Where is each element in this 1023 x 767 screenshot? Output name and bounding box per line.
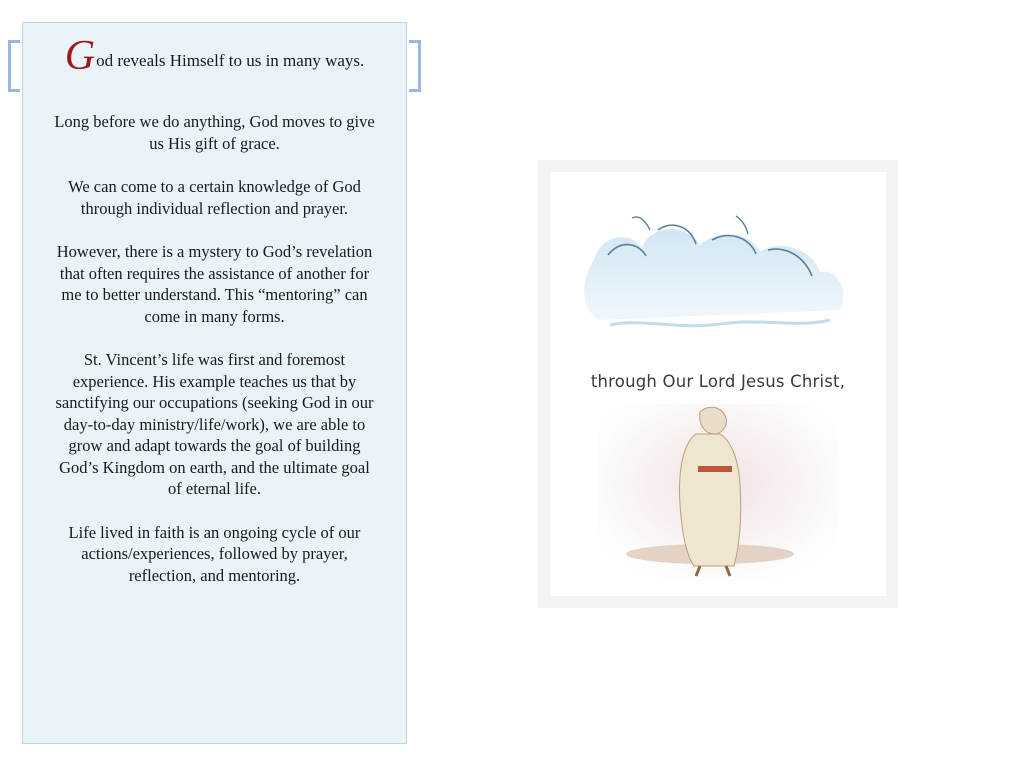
paragraph-faith-cycle: Life lived in faith is an ongoing cycle of our actions/experiences, followed by prayer, reflection, and mentoring. — [68, 522, 361, 585]
illustration-inner — [550, 172, 886, 596]
paragraph-grace: Long before we do anything, God moves to give us His gift of grace. — [54, 112, 375, 153]
lead-text: od reveals Himself to us in many ways. — [96, 51, 365, 70]
right-bracket-decoration — [409, 40, 421, 92]
illustration-card — [538, 160, 898, 608]
lead-sentence — [53, 33, 376, 79]
figure-illustration — [550, 404, 886, 594]
text-panel — [22, 22, 407, 744]
drop-cap: G — [64, 33, 96, 79]
paragraph-st-vincent: St. Vincent’s life was first and foremost experience. His example teaches us that by sanctifying our occupations (seeking God in our day-to-day ministry/life/work), we are able to grow and adapt towards the goal of building God’s Kingdom on earth, and the ultimate goal of eternal life. — [55, 350, 374, 498]
paragraph-knowledge: We can come to a certain knowledge of God through individual reflection and prayer. — [68, 177, 361, 218]
illustration-caption: through Our Lord Jesus Christ, — [590, 372, 846, 391]
left-bracket-decoration — [8, 40, 20, 92]
clouds-illustration — [550, 200, 886, 350]
paragraph-mystery: However, there is a mystery to God’s revelation that often requires the assistance of another for me to better understand. This “mentoring” can come in many forms. — [56, 242, 373, 326]
